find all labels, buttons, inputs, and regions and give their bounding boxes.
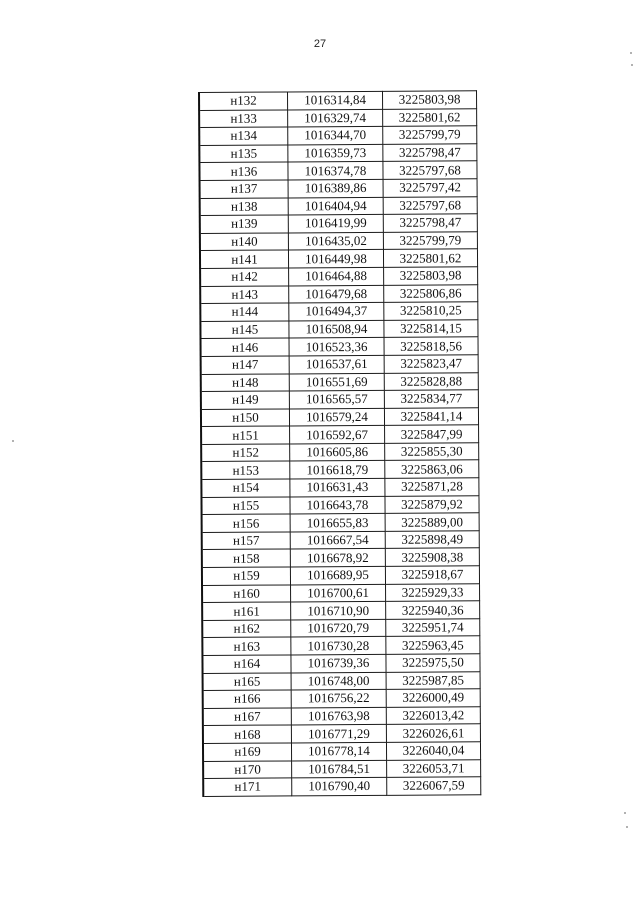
table-row bbox=[201, 355, 479, 374]
table-row bbox=[202, 548, 480, 567]
table-row bbox=[202, 583, 480, 602]
table-row bbox=[199, 91, 477, 110]
y-coordinate-cell: 3225855,30 bbox=[385, 443, 479, 461]
point-name-cell: н159 bbox=[202, 567, 291, 585]
x-coordinate-cell: 1016565,57 bbox=[289, 390, 384, 408]
table-row bbox=[200, 302, 478, 321]
x-coordinate-cell: 1016551,69 bbox=[289, 373, 384, 391]
point-name-cell: н168 bbox=[203, 725, 292, 743]
x-coordinate-cell: 1016579,24 bbox=[289, 408, 384, 426]
x-coordinate-cell: 1016748,00 bbox=[291, 672, 386, 690]
x-coordinate-cell: 1016314,84 bbox=[288, 91, 383, 109]
point-name-cell: н165 bbox=[203, 673, 292, 691]
point-name-cell: н139 bbox=[200, 215, 289, 233]
point-name-cell: н152 bbox=[201, 444, 290, 462]
y-coordinate-cell: 3225828,88 bbox=[384, 372, 478, 390]
x-coordinate-cell: 1016655,83 bbox=[290, 514, 385, 532]
x-coordinate-cell: 1016739,36 bbox=[291, 654, 386, 672]
y-coordinate-cell: 3225987,85 bbox=[386, 671, 480, 689]
point-name-cell: н157 bbox=[202, 532, 291, 550]
table-row bbox=[201, 425, 479, 444]
y-coordinate-cell: 3226013,42 bbox=[386, 707, 480, 725]
x-coordinate-cell: 1016344,70 bbox=[288, 127, 383, 145]
x-coordinate-cell: 1016404,94 bbox=[288, 197, 383, 215]
scan-speck bbox=[624, 812, 626, 814]
scan-speck bbox=[631, 64, 633, 66]
table-row bbox=[202, 531, 480, 550]
table-row bbox=[201, 478, 479, 497]
y-coordinate-cell: 3225801,62 bbox=[383, 108, 477, 126]
x-coordinate-cell: 1016778,14 bbox=[291, 742, 386, 760]
scan-speck bbox=[630, 52, 632, 54]
table-row bbox=[200, 267, 478, 286]
table-row bbox=[203, 707, 481, 726]
y-coordinate-cell: 3225799,79 bbox=[383, 126, 477, 144]
y-coordinate-cell: 3225823,47 bbox=[384, 355, 478, 373]
x-coordinate-cell: 1016643,78 bbox=[290, 496, 385, 514]
table-row bbox=[200, 284, 478, 303]
y-coordinate-cell: 3225929,33 bbox=[386, 583, 480, 601]
table-row bbox=[200, 232, 478, 251]
x-coordinate-cell: 1016771,29 bbox=[291, 725, 386, 743]
point-name-cell: н132 bbox=[199, 92, 288, 110]
point-name-cell: н156 bbox=[202, 514, 291, 532]
x-coordinate-cell: 1016523,36 bbox=[289, 338, 384, 356]
point-name-cell: н150 bbox=[201, 409, 290, 427]
y-coordinate-cell: 3225798,47 bbox=[383, 144, 477, 162]
point-name-cell: н136 bbox=[199, 162, 288, 180]
y-coordinate-cell: 3226000,49 bbox=[386, 689, 480, 707]
x-coordinate-cell: 1016790,40 bbox=[292, 778, 387, 796]
point-name-cell: н169 bbox=[203, 743, 292, 761]
y-coordinate-cell: 3225863,06 bbox=[385, 460, 479, 478]
y-coordinate-cell: 3226026,61 bbox=[386, 724, 480, 742]
y-coordinate-cell: 3225951,74 bbox=[386, 619, 480, 637]
x-coordinate-cell: 1016464,88 bbox=[289, 267, 384, 285]
x-coordinate-cell: 1016631,43 bbox=[290, 478, 385, 496]
x-coordinate-cell: 1016329,74 bbox=[288, 109, 383, 127]
table-row bbox=[202, 619, 480, 638]
x-coordinate-cell: 1016689,95 bbox=[290, 566, 385, 584]
table-row bbox=[202, 566, 480, 585]
x-coordinate-cell: 1016730,28 bbox=[291, 637, 386, 655]
point-name-cell: н147 bbox=[201, 356, 290, 374]
x-coordinate-cell: 1016592,67 bbox=[290, 426, 385, 444]
point-name-cell: н140 bbox=[200, 233, 289, 251]
point-name-cell: н134 bbox=[199, 127, 288, 145]
point-name-cell: н162 bbox=[202, 620, 291, 638]
scan-speck bbox=[12, 440, 14, 442]
x-coordinate-cell: 1016435,02 bbox=[288, 232, 383, 250]
y-coordinate-cell: 3225918,67 bbox=[385, 566, 479, 584]
point-name-cell: н160 bbox=[202, 585, 291, 603]
y-coordinate-cell: 3225801,62 bbox=[383, 249, 477, 267]
point-name-cell: н146 bbox=[201, 338, 290, 356]
table-row bbox=[201, 372, 479, 391]
scan-speck bbox=[626, 826, 628, 828]
table-row bbox=[202, 654, 480, 673]
x-coordinate-cell: 1016537,61 bbox=[289, 355, 384, 373]
table-row bbox=[199, 144, 477, 163]
table-row bbox=[201, 407, 479, 426]
table-row bbox=[199, 161, 477, 180]
point-name-cell: н171 bbox=[203, 778, 292, 796]
y-coordinate-cell: 3225803,98 bbox=[382, 91, 476, 109]
y-coordinate-cell: 3225879,92 bbox=[385, 495, 479, 513]
table-row bbox=[201, 443, 479, 462]
x-coordinate-cell: 1016449,98 bbox=[288, 250, 383, 268]
x-coordinate-cell: 1016763,98 bbox=[291, 707, 386, 725]
y-coordinate-cell: 3225834,77 bbox=[384, 390, 478, 408]
y-coordinate-cell: 3225940,36 bbox=[386, 601, 480, 619]
x-coordinate-cell: 1016479,68 bbox=[289, 285, 384, 303]
point-name-cell: н148 bbox=[201, 373, 290, 391]
y-coordinate-cell: 3225799,79 bbox=[383, 232, 477, 250]
point-name-cell: н163 bbox=[202, 637, 291, 655]
page-number: 27 bbox=[313, 38, 327, 50]
point-name-cell: н167 bbox=[203, 708, 292, 726]
x-coordinate-cell: 1016419,99 bbox=[288, 215, 383, 233]
x-coordinate-cell: 1016374,78 bbox=[288, 162, 383, 180]
y-coordinate-cell: 3225847,99 bbox=[385, 425, 479, 443]
point-name-cell: н142 bbox=[200, 268, 289, 286]
table-row bbox=[200, 249, 478, 268]
y-coordinate-cell: 3226067,59 bbox=[387, 777, 481, 795]
table-row bbox=[202, 601, 480, 620]
point-name-cell: н133 bbox=[199, 110, 288, 128]
x-coordinate-cell: 1016784,51 bbox=[292, 760, 387, 778]
table-row bbox=[203, 689, 481, 708]
point-name-cell: н143 bbox=[200, 285, 289, 303]
y-coordinate-cell: 3225810,25 bbox=[384, 302, 478, 320]
x-coordinate-cell: 1016700,61 bbox=[291, 584, 386, 602]
y-coordinate-cell: 3226053,71 bbox=[387, 759, 481, 777]
point-name-cell: н145 bbox=[200, 321, 289, 339]
y-coordinate-cell: 3225797,68 bbox=[383, 161, 477, 179]
point-name-cell: н155 bbox=[201, 497, 290, 515]
point-name-cell: н161 bbox=[202, 602, 291, 620]
y-coordinate-cell: 3225889,00 bbox=[385, 513, 479, 531]
table-row bbox=[201, 495, 479, 514]
table-row bbox=[201, 460, 479, 479]
point-name-cell: н151 bbox=[201, 426, 290, 444]
x-coordinate-cell: 1016508,94 bbox=[289, 320, 384, 338]
table-row bbox=[202, 513, 480, 532]
x-coordinate-cell: 1016389,86 bbox=[288, 179, 383, 197]
y-coordinate-cell: 3225803,98 bbox=[384, 267, 478, 285]
table-row bbox=[203, 742, 481, 761]
table-row bbox=[203, 777, 481, 796]
point-name-cell: н153 bbox=[201, 461, 290, 479]
table-row bbox=[200, 196, 478, 215]
table-row bbox=[201, 337, 479, 356]
table-row bbox=[203, 724, 481, 743]
point-name-cell: н170 bbox=[203, 761, 292, 779]
point-name-cell: н149 bbox=[201, 391, 290, 409]
y-coordinate-cell: 3225898,49 bbox=[385, 531, 479, 549]
x-coordinate-cell: 1016359,73 bbox=[288, 144, 383, 162]
y-coordinate-cell: 3225871,28 bbox=[385, 478, 479, 496]
y-coordinate-cell: 3226040,04 bbox=[386, 742, 480, 760]
x-coordinate-cell: 1016678,92 bbox=[290, 549, 385, 567]
y-coordinate-cell: 3225797,68 bbox=[383, 196, 477, 214]
table-row bbox=[203, 671, 481, 690]
y-coordinate-cell: 3225797,42 bbox=[383, 179, 477, 197]
x-coordinate-cell: 1016756,22 bbox=[291, 690, 386, 708]
table-row bbox=[200, 179, 478, 198]
table-row bbox=[202, 636, 480, 655]
coordinates-table bbox=[198, 90, 481, 796]
x-coordinate-cell: 1016720,79 bbox=[291, 619, 386, 637]
table-row bbox=[201, 390, 479, 409]
point-name-cell: н138 bbox=[200, 198, 289, 216]
y-coordinate-cell: 3225841,14 bbox=[384, 407, 478, 425]
y-coordinate-cell: 3225806,86 bbox=[384, 284, 478, 302]
y-coordinate-cell: 3225814,15 bbox=[384, 320, 478, 338]
point-name-cell: н164 bbox=[202, 655, 291, 673]
table-row bbox=[203, 759, 481, 778]
point-name-cell: н144 bbox=[200, 303, 289, 321]
y-coordinate-cell: 3225963,45 bbox=[386, 636, 480, 654]
y-coordinate-cell: 3225818,56 bbox=[384, 337, 478, 355]
x-coordinate-cell: 1016494,37 bbox=[289, 302, 384, 320]
point-name-cell: н135 bbox=[199, 145, 288, 163]
y-coordinate-cell: 3225975,50 bbox=[386, 654, 480, 672]
point-name-cell: н158 bbox=[202, 549, 291, 567]
coordinates-table-body bbox=[199, 91, 481, 796]
y-coordinate-cell: 3225798,47 bbox=[383, 214, 477, 232]
table-row bbox=[199, 126, 477, 145]
x-coordinate-cell: 1016618,79 bbox=[290, 461, 385, 479]
point-name-cell: н141 bbox=[200, 250, 289, 268]
table-row bbox=[199, 108, 477, 127]
table-row bbox=[200, 320, 478, 339]
table-row bbox=[200, 214, 478, 233]
point-name-cell: н154 bbox=[201, 479, 290, 497]
point-name-cell: н137 bbox=[200, 180, 289, 198]
x-coordinate-cell: 1016710,90 bbox=[291, 602, 386, 620]
point-name-cell: н166 bbox=[203, 690, 292, 708]
y-coordinate-cell: 3225908,38 bbox=[385, 548, 479, 566]
x-coordinate-cell: 1016605,86 bbox=[290, 443, 385, 461]
x-coordinate-cell: 1016667,54 bbox=[290, 531, 385, 549]
